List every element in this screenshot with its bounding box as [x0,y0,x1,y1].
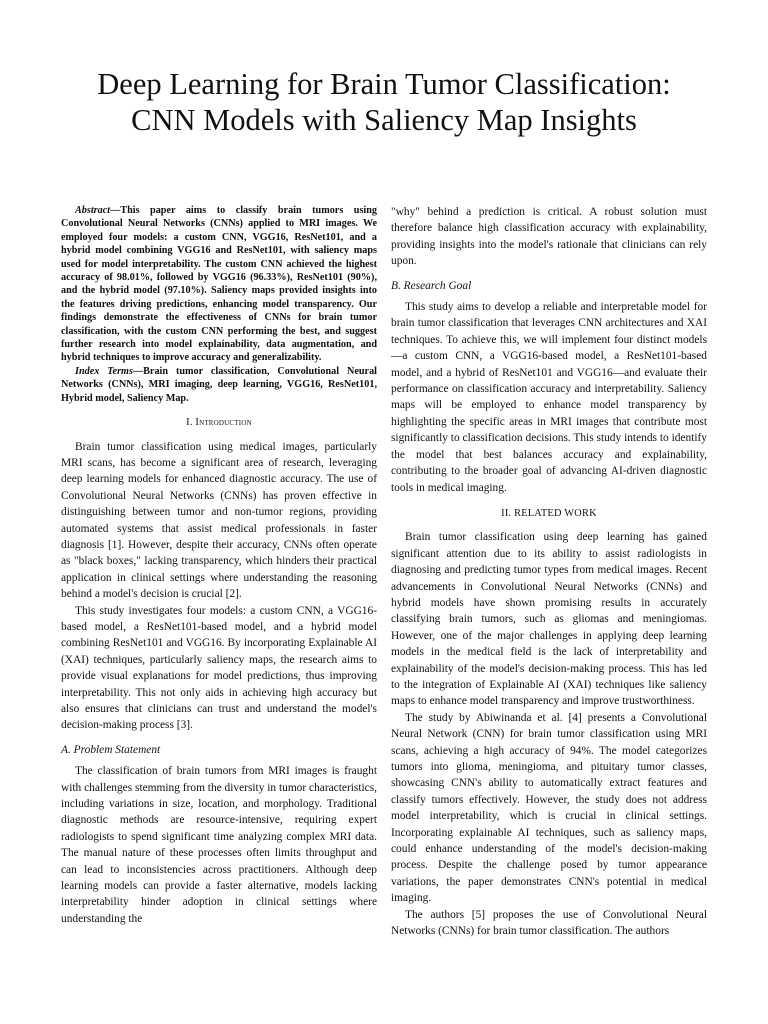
problem-paragraph-continued: "why" behind a prediction is critical. A robust solution must therefore balance high classification accuracy with explainability, providing insights into the model's rationale that clinicians can rely upon. [391,206,707,268]
index-terms-text: —Brain tumor classification, Convolutional Neural Networks (CNNs), MRI imaging, deep learning, VGG16, ResNet101, Hybrid model, Saliency Map. [61,365,377,404]
subsection-heading-research-goal: B. Research Goal [391,279,472,292]
problem-paragraph-1: The classification of brain tumors from MRI images is fraught with challenges stemming from the diversity in tumor characteristics, including variations in size, location, and morphology. Traditional diagnostic methods are resource-intensive, requiring expert radiologists to spend significant time analyzing complex MRI data. The manual nature of these processes often limits throughput and can lead to inconsistencies across practitioners. Although deep learning models can provide a faster alternative, models lacking interpretability hinder adoption in clinical settings where understanding the [61,765,378,925]
title-line-2: CNN Models with Saliency Map Insights [131,103,637,137]
subsection-heading-problem-statement: A. Problem Statement [61,743,161,756]
right-column [391,204,707,939]
goal-paragraph-1: This study aims to develop a reliable and interpretable model for brain tumor classification that leverages CNN architectures and XAI techniques. To achieve this, we will implement four distinct models—a custom CNN, a VGG16-based model, a ResNet101-based model, and a hybrid of ResNet101 and VGG16—and evaluate their performance on classification accuracy and interpretability. Saliency maps will be employed to enhance model transparency by highlighting the specific areas in MRI images that contribute most significantly to classification decisions. This study intends to identify the model that best balances accuracy and explainability, contributing to the broader goal of advancing AI-driven diagnostic tools in medical imaging. [391,301,707,494]
index-terms [61,365,377,405]
section-heading-introduction: I. Introduction [186,417,252,429]
index-terms-label: Index Terms [75,365,133,377]
abstract-text: —This paper aims to classify brain tumors using Convolutional Neural Networks (CNNs) applied to MRI images. We employed four models: a custom CNN, VGG16, ResNet101, and a hybrid model combining VGG16 and ResNet101, with saliency maps used for model interpretability. The custom CNN achieved the highest accuracy of 98.01%, followed by VGG16 (96.33%), ResNet101 (90%), and the hybrid model (97.10%). Saliency maps provided insights into the features driving predictions, enhancing model transparency. Our findings demonstrate the effectiveness of CNNs for brain tumor classification, with the custom CNN performing the best, and suggest further research into model explainability, data augmentation, and hybrid techniques to improve accuracy and generalizability. [61,205,377,364]
related-paragraph-2: The study by Abiwinanda et al. [4] presents a Convolutional Neural Network (CNN) for brain tumor classification using MRI scans, achieving a high accuracy of 94%. The model categorizes tumors into glioma, meningioma, and pituitary tumor classes, showcasing CNN's ability to automatically extract features and classify tumors effectively. However, the study does not address model interpretability, which is crucial in clinical settings. Incorporating explainable AI techniques, such as saliency maps, could enhance understanding of the model's decision-making process. Despite the challenge posed by tumor appearance variations, the paper demonstrates CNN's potential in medical imaging. [391,711,707,905]
section-heading-related-work: II. RELATED WORK [501,507,597,519]
paper-title [60,66,708,138]
intro-paragraph-2: This study investigates four models: a custom CNN, a VGG16-based model, a ResNet101-based model, and a hybrid model combining ResNet101 and VGG16. By incorporating Explainable AI (XAI) techniques, particularly saliency maps, the research aims to provide visual explanations for model predictions, thus improving interpretability. This not only aids in achieving high accuracy but also ensures that clinicians can trust and understand the model's decision-making process [3]. [61,604,377,732]
abstract-label: Abstract [75,205,111,216]
left-column [61,204,377,927]
related-paragraph-3: The authors [5] proposes the use of Convolutional Neural Networks (CNNs) for brain tumor classification. The authors [391,908,707,938]
title-line-1: Deep Learning for Brain Tumor Classification: [97,67,671,101]
related-paragraph-1: Brain tumor classification using deep learning has gained significant attention due to its ability to assist radiologists in diagnosing and predicting tumor types from medical images. Recent advancements in Convolutional Neural Networks (CNNs) and hybrid models have shown promising results in accurately classifying brain tumors, such as gliomas and meningiomas. However, one of the major challenges in applying deep learning models in the medical field is the lack of interpretability and explainability of the model's decision-making process. This has led to the integration of Explainable AI (XAI) techniques like saliency maps to enhance model transparency and improve trustworthiness. [391,531,707,708]
intro-paragraph-1: Brain tumor classification using medical images, particularly MRI scans, has become a significant area of research, leveraging deep learning models for enhanced diagnostic accuracy. The use of Convolutional Neural Networks (CNNs) has proven effective in distinguishing between tumor and non-tumor regions, providing automated systems that assist medical professionals in faster diagnosis [1]. However, despite their accuracy, CNNs often operate as "black boxes," lacking transparency, which hinders their practical application in clinical settings where understanding the reasoning behind a model's decision is crucial [2]. [61,440,377,601]
abstract [61,204,377,365]
